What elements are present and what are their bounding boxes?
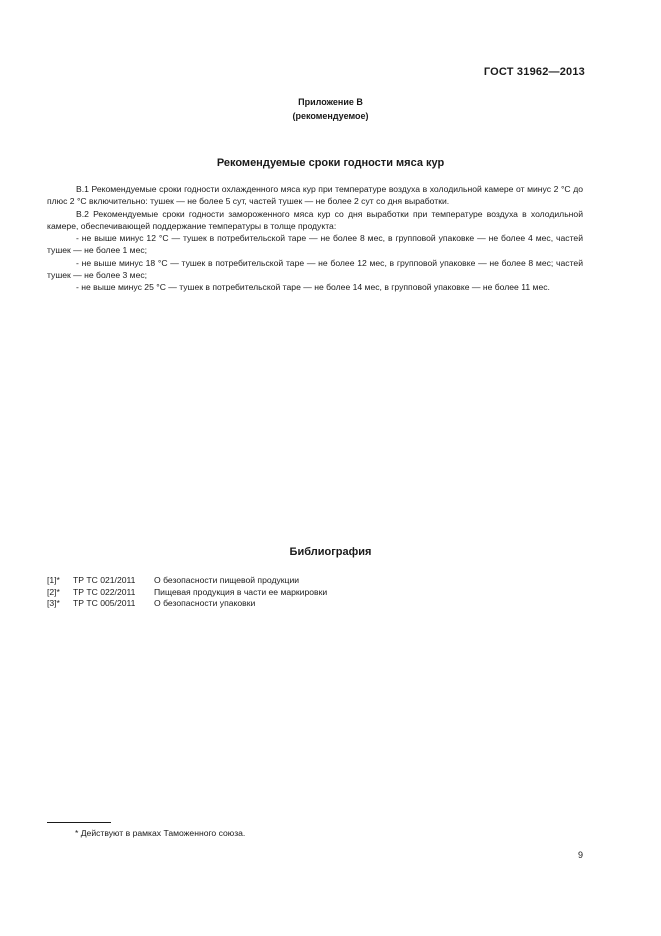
bibliography-title-text: О безопасности пищевой продукции: [154, 575, 300, 585]
appendix-body: [47, 183, 583, 294]
page-number: 9: [577, 850, 583, 860]
list-item-minus-25: - не выше минус 25 °С — тушек в потребительской таре — не более 14 мес, в групповой упаковке — не более 11 мес.: [76, 282, 550, 293]
bibliography-title-text: Пищевая продукция в части ее маркировки: [154, 586, 328, 597]
paragraph-b2: В.2 Рекомендуемые сроки годности замороженного мяса кур со дня выработки при температуре воздуха в холодильной камере, обеспечивающей поддержание температуры в толще продукта:: [47, 208, 583, 231]
bibliography-code: ТР ТС 005/2011: [73, 598, 136, 609]
bibliography-code: ТР ТС 021/2011: [73, 575, 136, 585]
bibliography-number: [2]*: [47, 586, 60, 597]
bibliography-item: [47, 598, 327, 610]
footnote-divider: [47, 822, 111, 823]
appendix-status: (рекомендуемое): [292, 111, 369, 121]
paragraph-b1: В.1 Рекомендуемые сроки годности охлажденного мяса кур при температуре воздуха в холодильной камере от минус 2 °С до плюс 2 °С включительно: тушек — не более 5 сут, частей тушек — не более 2 сут со дня выработки.: [47, 184, 583, 207]
footnote: * Действуют в рамках Таможенного союза.: [75, 828, 246, 838]
list-item-minus-12: - не выше минус 12 °С — тушек в потребительской таре — не более 8 мес, в групповой упаковке — не более 4 мес, частей тушек — не более 1 мес;: [47, 233, 583, 256]
appendix-label: Приложение В: [298, 97, 363, 107]
standard-number: ГОСТ 31962—2013: [483, 66, 585, 78]
bibliography-title-text: О безопасности упаковки: [154, 598, 256, 609]
bibliography-item: [47, 587, 327, 599]
bibliography-number: [3]*: [47, 598, 60, 609]
bibliography-number: [1]*: [47, 575, 60, 585]
bibliography-list: [47, 575, 327, 610]
appendix-title: Рекомендуемые сроки годности мяса кур: [216, 157, 445, 169]
bibliography-code: ТР ТС 022/2011: [73, 586, 136, 597]
bibliography-item: [47, 575, 327, 587]
list-item-minus-18: - не выше минус 18 °С — тушек в потребительской таре — не более 12 мес, в групповой упаковке — не более 8 мес; частей тушек — не более 3 мес;: [47, 257, 583, 281]
bibliography-title: Библиография: [289, 546, 372, 558]
appendix-heading: [0, 95, 661, 123]
